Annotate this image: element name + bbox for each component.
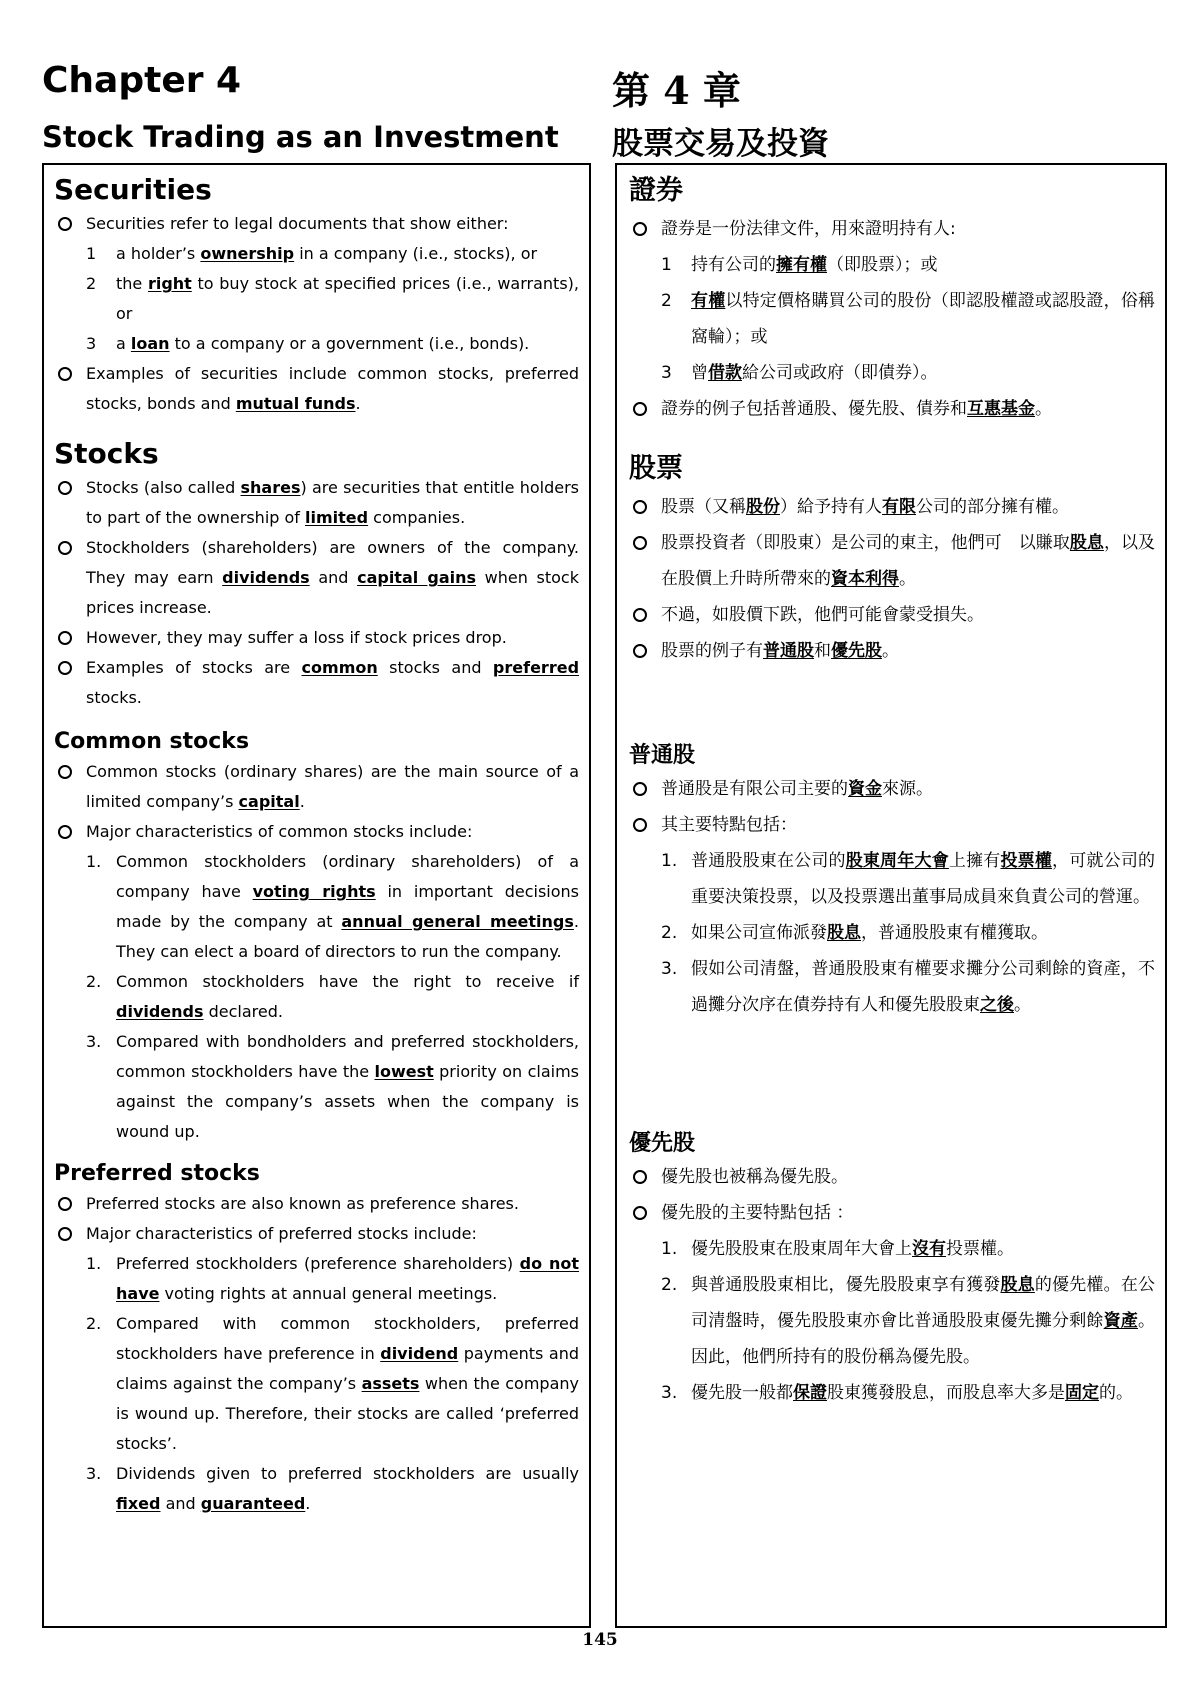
key-term: dividend <box>380 1344 459 1363</box>
bullet-item: Examples of securities include common stocks, preferred stocks, bonds and mutual funds. <box>54 359 579 419</box>
section-heading: 普通股 <box>629 742 696 768</box>
numbered-item: 1. Common stockholders (ordinary shareholders) of a company have voting rights in important decisions made by the company at annual general meetings. They can elect a board of directors to run the company. <box>86 852 580 961</box>
section-common-stocks-en <box>54 727 579 1147</box>
bullet-circle-icon <box>58 1197 72 1211</box>
key-term: fixed <box>116 1494 161 1513</box>
bullet-circle-icon <box>633 1206 647 1220</box>
key-term: 擁有權 <box>776 255 827 275</box>
bullet-circle-icon <box>58 765 72 779</box>
key-term: mutual funds <box>235 394 356 413</box>
bullet-circle-icon <box>58 631 72 645</box>
chinese-column <box>615 163 1167 1628</box>
key-term: 互惠基金 <box>967 399 1035 419</box>
key-term: 優先股 <box>831 641 882 661</box>
key-term: lowest <box>374 1062 434 1081</box>
numbered-item: 3. Compared with bondholders and preferred stockholders, common stockholders have the lowest priority on claims against the company’s assets when the company is wound up. <box>86 1032 579 1141</box>
key-term: guaranteed <box>200 1494 306 1513</box>
key-term: 之後 <box>980 995 1014 1015</box>
numbered-item: 2. Compared with common stockholders, preferred stockholders have preference in dividend payments and claims against the company’s assets when the company is wound up. Therefore, their stocks are called ‘preferred stocks’. <box>86 1314 579 1453</box>
bullet-circle-icon <box>633 644 647 658</box>
numbered-item: 2 the right to buy stock at specified prices (i.e., warrants), or <box>86 274 579 323</box>
bullet-item: 優先股的主要特點包括 ： <box>629 1195 1155 1231</box>
chapter-subtitle-zh: 股票交易及投資 <box>612 126 829 162</box>
key-term: ownership <box>200 244 295 263</box>
bullet-item: 股票的例子有普通股和優先股。 <box>629 633 1155 669</box>
bullet-item: 股票（又稱股份）給予持有人有限公司的部分擁有權。 <box>629 489 1155 525</box>
bullet-item: Stocks (also called shares) are securities that entitle holders to part of the ownership of limited companies. <box>54 473 579 533</box>
bullet-circle-icon <box>58 481 72 495</box>
bullet-circle-icon <box>633 222 647 236</box>
key-term: limited <box>305 508 369 527</box>
numbered-item: 3. Dividends given to preferred stockholders are usually fixed and guaranteed. <box>86 1464 579 1513</box>
bullet-item: 證券的例子包括普通股、優先股、債券和互惠基金。 <box>629 391 1155 427</box>
bullet-circle-icon <box>58 1227 72 1241</box>
numbered-item: 1. Preferred stockholders (preference shareholders) do not have voting rights at annual general meetings. <box>86 1254 580 1303</box>
bullet-circle-icon <box>58 825 72 839</box>
key-term: 普通股 <box>763 641 814 661</box>
section-heading: 證券 <box>629 175 683 206</box>
bullet-item: Preferred stocks are also known as preference shares. <box>54 1189 579 1219</box>
key-term: 沒有 <box>912 1239 946 1259</box>
numbered-item: 1 持有公司的擁有權（即股票）；或 <box>661 255 938 275</box>
section-preferred-stocks-en <box>54 1159 579 1519</box>
numbered-item: 2 有權以特定價格購買公司的股份（即認股權證或認股證，俗稱窩輪）；或 <box>661 291 1156 347</box>
bullet-item: 股票投資者（即股東）是公司的東主，他們可 以賺取股息，以及在股價上升時所帶來的資本利得。 <box>629 525 1155 597</box>
bullet-circle-icon <box>58 541 72 555</box>
numbered-item: 3 a loan to a company or a government (i.e., bonds). <box>86 334 530 353</box>
key-term: 股份 <box>746 497 780 517</box>
section-heading: 股票 <box>629 453 683 484</box>
bullet-circle-icon <box>633 402 647 416</box>
bullet-circle-icon <box>58 367 72 381</box>
key-term: 固定 <box>1065 1383 1099 1403</box>
chapter-subtitle-en: Stock Trading as an Investment <box>42 120 559 154</box>
key-term: loan <box>130 334 170 353</box>
bullet-circle-icon <box>58 661 72 675</box>
bullet-circle-icon <box>633 536 647 550</box>
key-term: voting rights <box>252 882 376 901</box>
section-heading: Common stocks <box>54 729 250 754</box>
key-term: assets <box>361 1374 420 1393</box>
bullet-item: 證券是一份法律文件，用來證明持有人: <box>629 211 1155 247</box>
section-heading: 優先股 <box>629 1130 696 1156</box>
key-term: capital gains <box>357 568 477 587</box>
section-heading: Securities <box>54 173 212 206</box>
section-heading: Stocks <box>54 437 159 470</box>
bullet-item: 普通股是有限公司主要的資金來源。 <box>629 771 1155 807</box>
key-term: annual general meetings <box>341 912 574 931</box>
bullet-circle-icon <box>58 217 72 231</box>
bullet-item: Common stocks (ordinary shares) are the main source of a limited company’s capital. <box>54 757 579 817</box>
section-securities-zh <box>629 171 1155 427</box>
key-term: 有權 <box>691 291 726 311</box>
key-term: 投票權 <box>1000 851 1053 871</box>
bullet-item: Securities refer to legal documents that show either: <box>54 209 579 239</box>
key-term: 有限 <box>882 497 916 517</box>
bullet-circle-icon <box>633 1170 647 1184</box>
numbered-item: 1. 優先股股東在股東周年大會上沒有投票權。 <box>661 1239 1014 1259</box>
numbered-item: 2. 與普通股股東相比，優先股股東享有獲發股息的優先權。在公司清盤時，優先股股東亦會比普通股股東優先攤分剩餘資產。因此，他們所持有的股份稱為優先股。 <box>661 1275 1156 1367</box>
numbered-item: 1. 普通股股東在公司的股東周年大會上擁有投票權，可就公司的重要決策投票，以及投票選出董事局成員來負責公司的營運。 <box>661 851 1156 907</box>
key-term: 股息 <box>827 923 861 943</box>
section-stocks-en <box>54 435 579 713</box>
bullet-item: Examples of stocks are common stocks and preferred stocks. <box>54 653 579 713</box>
key-term: 股息 <box>1000 1275 1035 1295</box>
key-term: capital <box>238 792 300 811</box>
key-term: common <box>301 658 378 677</box>
key-term: 股息 <box>1069 533 1104 553</box>
numbered-item: 3. 假如公司清盤，普通股股東有權要求攤分公司剩餘的資產，不過攤分次序在債券持有人和優先股股東之後。 <box>661 959 1155 1015</box>
bullet-item: Major characteristics of preferred stocks include: <box>54 1219 579 1249</box>
key-term: right <box>147 274 192 293</box>
key-term: dividends <box>116 1002 204 1021</box>
key-term: dividends <box>222 568 310 587</box>
numbered-item: 3 曾借款給公司或政府（即債券）。 <box>661 363 938 383</box>
bullet-circle-icon <box>633 818 647 832</box>
page-number: 145 <box>582 1630 618 1650</box>
numbered-item: 2. Common stockholders have the right to receive if dividends declared. <box>86 972 579 1021</box>
chapter-title-zh: 第 4 章 <box>612 68 741 113</box>
bullet-item: However, they may suffer a loss if stock prices drop. <box>54 623 579 653</box>
key-term: do not have <box>116 1254 580 1303</box>
bullet-item: 其主要特點包括： <box>629 807 1155 843</box>
key-term: 保證 <box>793 1383 827 1403</box>
key-term: 資產 <box>1103 1311 1139 1331</box>
key-term: 資金 <box>848 779 882 799</box>
key-term: 股東周年大會 <box>845 851 949 871</box>
section-heading: Preferred stocks <box>54 1161 260 1186</box>
numbered-item: 1 a holder’s ownership in a company (i.e., stocks), or <box>86 244 538 263</box>
bullet-circle-icon <box>633 608 647 622</box>
key-term: 資本利得 <box>831 569 899 589</box>
numbered-item: 3. 優先股一般都保證股東獲發股息，而股息率大多是固定的。 <box>661 1383 1133 1403</box>
chapter-title-en: Chapter 4 <box>42 60 242 101</box>
key-term: preferred <box>492 658 580 677</box>
section-common-stocks-zh <box>629 739 1155 1023</box>
bullet-item: 不過，如股價下跌，他們可能會蒙受損失。 <box>629 597 1155 633</box>
english-column <box>42 163 591 1628</box>
key-term: shares <box>240 478 301 497</box>
numbered-item: 2. 如果公司宣佈派發股息，普通股股東有權獲取。 <box>661 923 1048 943</box>
bullet-item: Stockholders (shareholders) are owners of the company. They may earn dividends and capital gains when stock prices increase. <box>54 533 579 623</box>
section-securities-en <box>54 171 579 419</box>
section-stocks-zh <box>629 449 1155 669</box>
bullet-item: Major characteristics of common stocks include: <box>54 817 579 847</box>
bullet-item: 優先股也被稱為優先股。 <box>629 1159 1155 1195</box>
bullet-circle-icon <box>633 782 647 796</box>
section-preferred-stocks-zh <box>629 1127 1155 1411</box>
bullet-circle-icon <box>633 500 647 514</box>
key-term: 借款 <box>708 363 742 383</box>
